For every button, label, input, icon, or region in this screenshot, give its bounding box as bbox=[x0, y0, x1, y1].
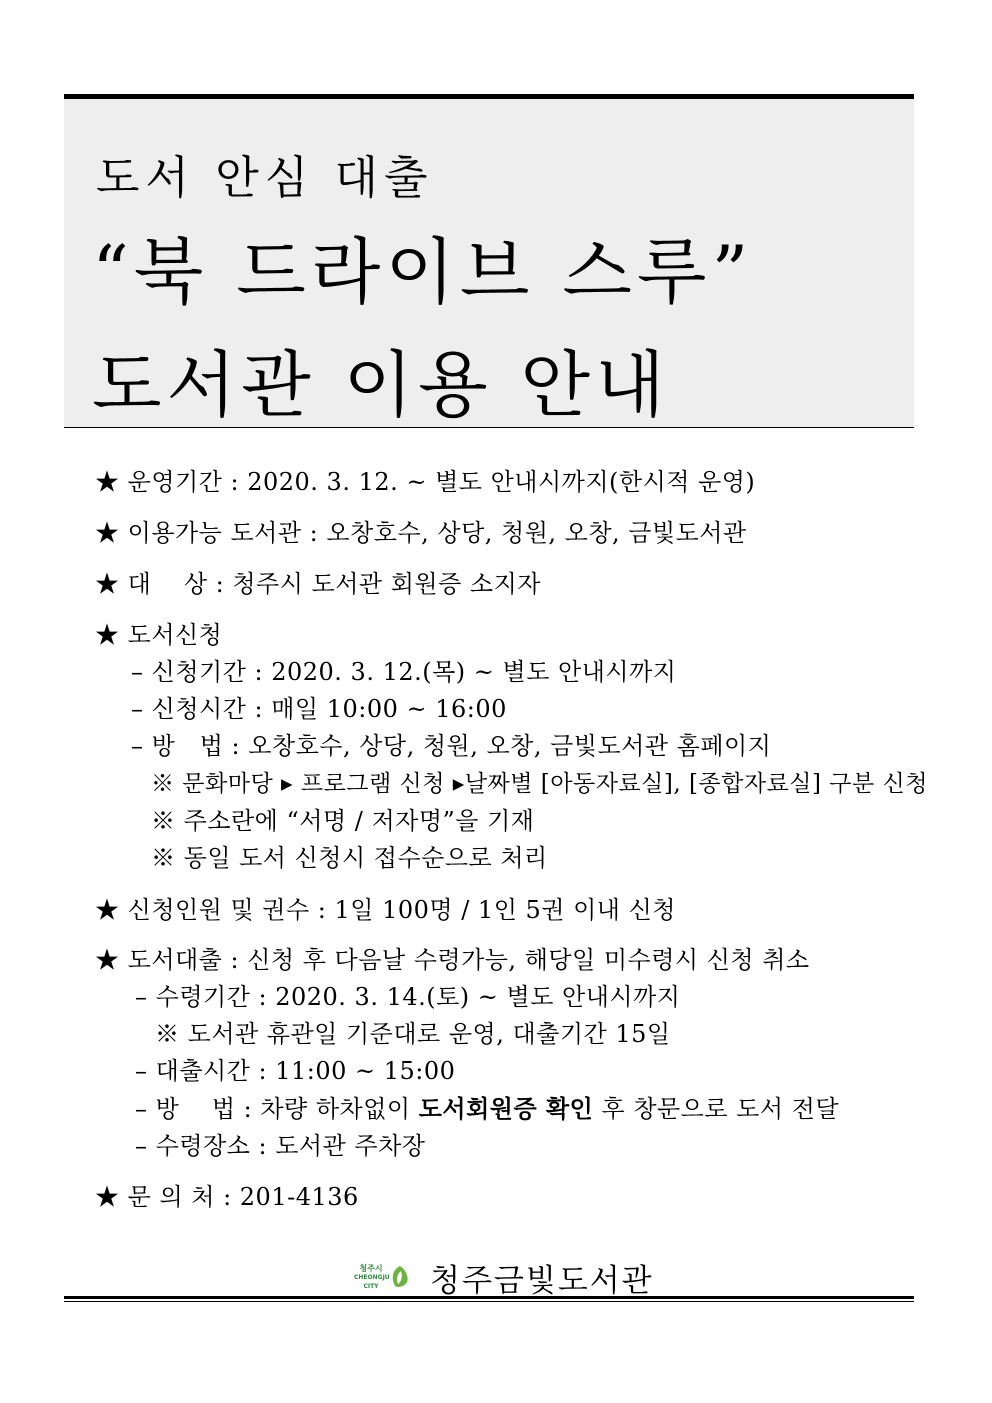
bottom-rule bbox=[64, 1296, 914, 1299]
pickup-period: – 수령기간 : 2020. 3. 14.(토) ~ 별도 안내시까지 bbox=[135, 983, 681, 1011]
loan-method-pre: – 방 법 : 차량 하차없이 bbox=[135, 1095, 419, 1123]
book-loan: ★ 도서대출 : 신청 후 다음날 수령가능, 해당일 미수령시 신청 취소 bbox=[95, 946, 810, 974]
logo-en2: CITY bbox=[363, 1282, 379, 1290]
note-program: ※ 문화마당 ▸ 프로그램 신청 ▸날짜별 [아동자료실], [종합자료실] 구분 신청 bbox=[151, 771, 928, 797]
city-logo-icon bbox=[390, 1265, 410, 1289]
bottom-rule-thin bbox=[64, 1301, 914, 1302]
target-users: ★ 대 상 : 청주시 도서관 회원증 소지자 bbox=[95, 570, 541, 598]
subtitle: 도서 안심 대출 bbox=[96, 151, 434, 204]
title-guide: 도서관 이용 안내 bbox=[92, 343, 670, 427]
city-logo-text bbox=[354, 1264, 388, 1291]
logo-city: 청주시 bbox=[359, 1263, 383, 1273]
pickup-place: – 수령장소 : 도서관 주차장 bbox=[135, 1132, 426, 1160]
operation-period: ★ 운영기간 : 2020. 3. 12. ~ 별도 안내시까지(한시적 운영) bbox=[95, 468, 756, 496]
loan-method-bold: 도서회원증 확인 bbox=[418, 1094, 594, 1123]
note-order: ※ 동일 도서 신청시 접수순으로 처리 bbox=[151, 844, 548, 872]
note-address: ※ 주소란에 “서명 / 저자명”을 기재 bbox=[151, 807, 535, 835]
title-box bbox=[64, 94, 914, 428]
contact: ★ 문 의 처 : 201-4136 bbox=[95, 1183, 359, 1211]
available-libraries: ★ 이용가능 도서관 : 오창호수, 상당, 청원, 오창, 금빛도서관 bbox=[95, 519, 747, 547]
quota: ★ 신청인원 및 권수 : 1일 100명 / 1인 5권 이내 신청 bbox=[95, 896, 676, 924]
loan-method-post: 후 창문으로 도서 전달 bbox=[593, 1095, 840, 1123]
request-method: – 방 법 : 오창호수, 상당, 청원, 오창, 금빛도서관 홈페이지 bbox=[131, 732, 772, 760]
request-period: – 신청기간 : 2020. 3. 12.(목) ~ 별도 안내시까지 bbox=[131, 658, 677, 686]
note-closed-days: ※ 도서관 휴관일 기준대로 운영, 대출기간 15일 bbox=[155, 1020, 671, 1048]
loan-time: – 대출시간 : 11:00 ~ 15:00 bbox=[135, 1057, 456, 1085]
loan-method bbox=[135, 1094, 839, 1124]
request-time: – 신청시간 : 매일 10:00 ~ 16:00 bbox=[131, 695, 507, 723]
library-name: 청주금빛도서관 bbox=[430, 1262, 654, 1299]
main-title: “북 드라이브 스루” bbox=[92, 230, 754, 314]
footer bbox=[354, 1257, 654, 1297]
logo-en1: CHEONGJU bbox=[354, 1273, 390, 1281]
request-header: ★ 도서신청 bbox=[95, 621, 223, 649]
